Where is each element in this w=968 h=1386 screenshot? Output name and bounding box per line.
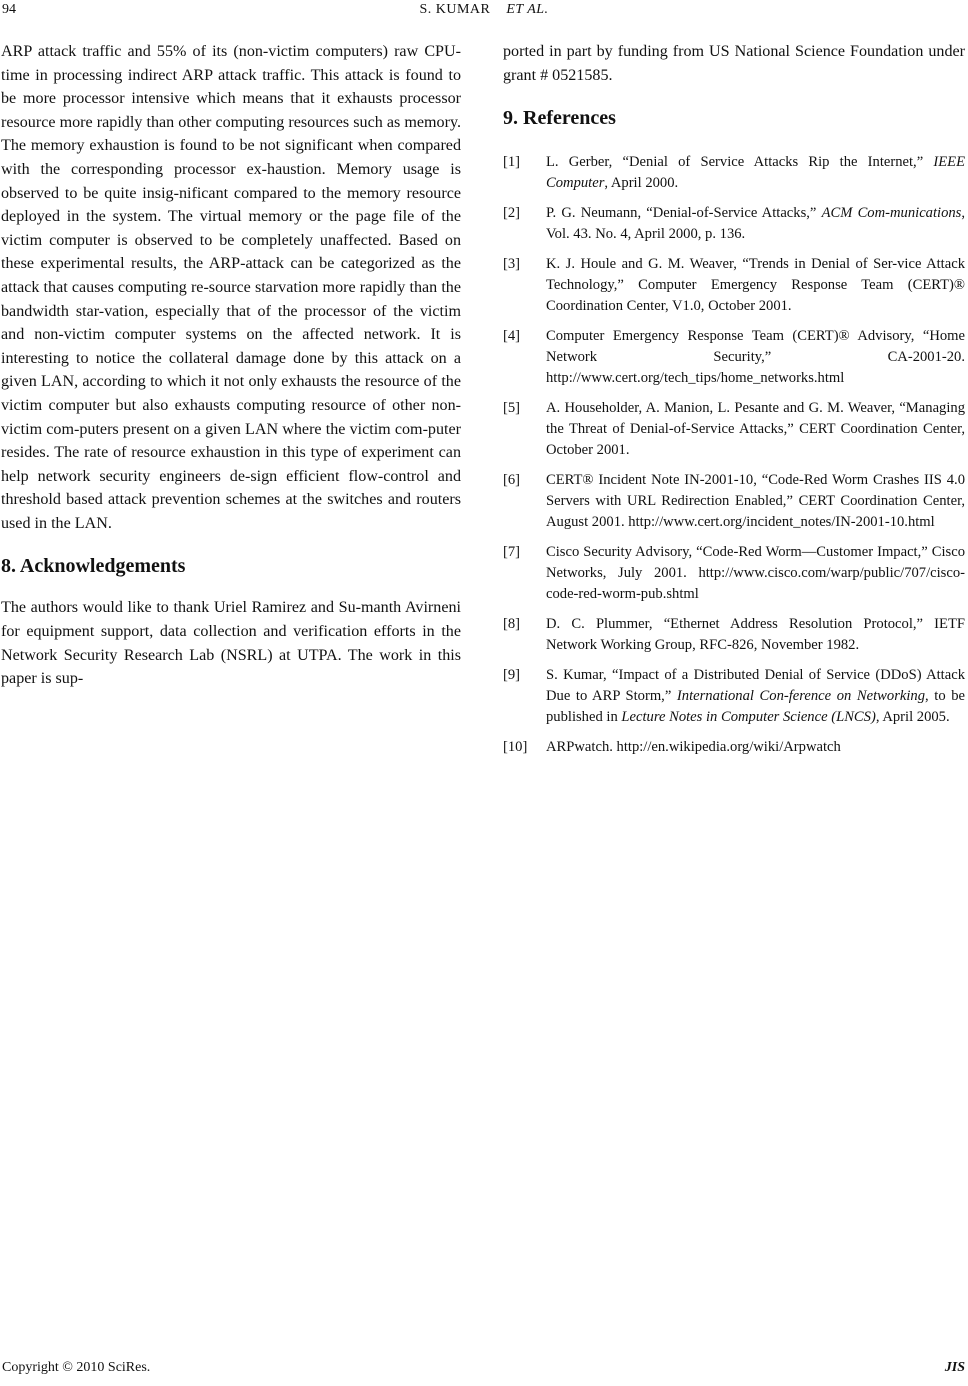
reference-item <box>503 254 965 317</box>
reference-number: [7] <box>503 544 521 561</box>
reference-text: S. Kumar, “Impact of a Distributed Denial of Service (DDoS) Attack Due to ARP Storm,” International Con-ference on Networking, to be published in Lecture Notes in Computer Science (LNCS), April 2005. <box>546 667 966 726</box>
reference-text: ARPwatch. http://en.wikipedia.org/wiki/Arpwatch <box>546 739 841 756</box>
reference-number: [3] <box>503 256 521 273</box>
reference-item <box>503 614 965 656</box>
reference-text: Computer Emergency Response Team (CERT)® Advisory, “Home Network Security,” CA-2001-20. http://www.cert.org/tech_tips/home_networks.html <box>546 328 965 387</box>
acknowledgements-continued: ported in part by funding from US National Science Foundation under grant # 0521585. <box>503 43 965 84</box>
copyright-notice: Copyright © 2010 SciRes. <box>2 1360 151 1375</box>
reference-number: [2] <box>503 205 521 222</box>
reference-item <box>503 737 965 758</box>
reference-text: L. Gerber, “Denial of Service Attacks Rip the Internet,” IEEE Computer, April 2000. <box>546 154 965 192</box>
reference-item <box>503 470 965 533</box>
reference-number: [1] <box>503 154 521 171</box>
reference-number: [6] <box>503 472 521 489</box>
body-paragraph-conclusion: ARP attack traffic and 55% of its (non-victim computers) raw CPU-time in processing indirect ARP attack traffic. This attack is found to be more processor intensive which means that it exhausts processor resource more rapidly than other computing resources such as memory. The memory exhaustion is found to be not significant when compared with the corresponding processor ex-haustion. Memory usage is observed to be quite insig-nificant compared to the memory resource deployed in the system. The virtual memory or the page file of the victim computer is observed to be completely unaffected. Based on these experimental results, the ARP-attack can be categorized as the attack that causes computing re-source starvation more rapidly than the bandwidth star-vation, especially that of the processor of the victim and non-victim computer systems on the affected network. It is interesting to notice the collateral damage done by this attack on a given LAN, according to which it not only exhausts the resource of the victim computer but also exhausts computing resource of other non-victim com-puters present on a given LAN where the victim com-puter resides. The rate of resource exhaustion in this type of experiment can help network security engineers de-sign efficient flow-control and threshold based attack prevention schemes at the switches and routers used in the LAN. <box>1 43 461 532</box>
reference-item <box>503 665 965 728</box>
reference-item <box>503 326 965 389</box>
reference-number: [10] <box>503 739 528 756</box>
reference-number: [9] <box>503 667 521 684</box>
page-footer <box>0 1356 968 1386</box>
reference-text: A. Householder, A. Manion, L. Pesante and G. M. Weaver, “Managing the Threat of Denial-of-Service Attacks,” CERT Coordination Center, October 2001. <box>546 400 965 459</box>
reference-item <box>503 203 965 245</box>
reference-item <box>503 542 965 605</box>
running-head-et-al: ET AL. <box>506 2 549 17</box>
reference-item <box>503 398 965 461</box>
running-head <box>0 2 968 18</box>
right-column <box>503 40 965 767</box>
reference-text: K. J. Houle and G. M. Weaver, “Trends in Denial of Ser-vice Attack Technology,” Computer Emergency Response Team (CERT)® Coordination Center, V1.0, October 2001. <box>546 256 965 315</box>
left-column <box>1 40 461 691</box>
reference-number: [5] <box>503 400 521 417</box>
reference-number: [8] <box>503 616 521 633</box>
journal-abbreviation: JIS <box>944 1360 965 1375</box>
reference-number: [4] <box>503 328 521 345</box>
acknowledgements-paragraph: The authors would like to thank Uriel Ramirez and Su-manth Avirneni for equipment support, data collection and verification efforts in the Network Security Research Lab (NSRL) at UTPA. The work in this paper is sup- <box>1 599 461 688</box>
page-header <box>0 0 968 26</box>
reference-text: Cisco Security Advisory, “Code-Red Worm—Customer Impact,” Cisco Networks, July 2001. http://www.cisco.com/warp/public/707/cisco-code-red-worm-pub.shtml <box>546 544 965 603</box>
reference-text: D. C. Plummer, “Ethernet Address Resolution Protocol,” IETF Network Working Group, RFC-826, November 1982. <box>546 616 965 654</box>
reference-list <box>503 152 965 758</box>
reference-text: P. G. Neumann, “Denial-of-Service Attacks,” ACM Com-munications, Vol. 43. No. 4, April 2000, p. 136. <box>546 205 966 243</box>
acknowledgements-heading: 8. Acknowledgements <box>1 555 186 578</box>
references-heading: 9. References <box>503 107 616 130</box>
reference-text: CERT® Incident Note IN-2001-10, “Code-Red Worm Crashes IIS 4.0 Servers with URL Redirection Enabled,” CERT Coordination Center, August 2001. http://www.cert.org/incident_notes/IN-2001-10.html <box>546 472 965 531</box>
page-number: 94 <box>2 2 16 17</box>
reference-item <box>503 152 965 194</box>
running-head-authors: S. KUMAR <box>419 2 491 17</box>
